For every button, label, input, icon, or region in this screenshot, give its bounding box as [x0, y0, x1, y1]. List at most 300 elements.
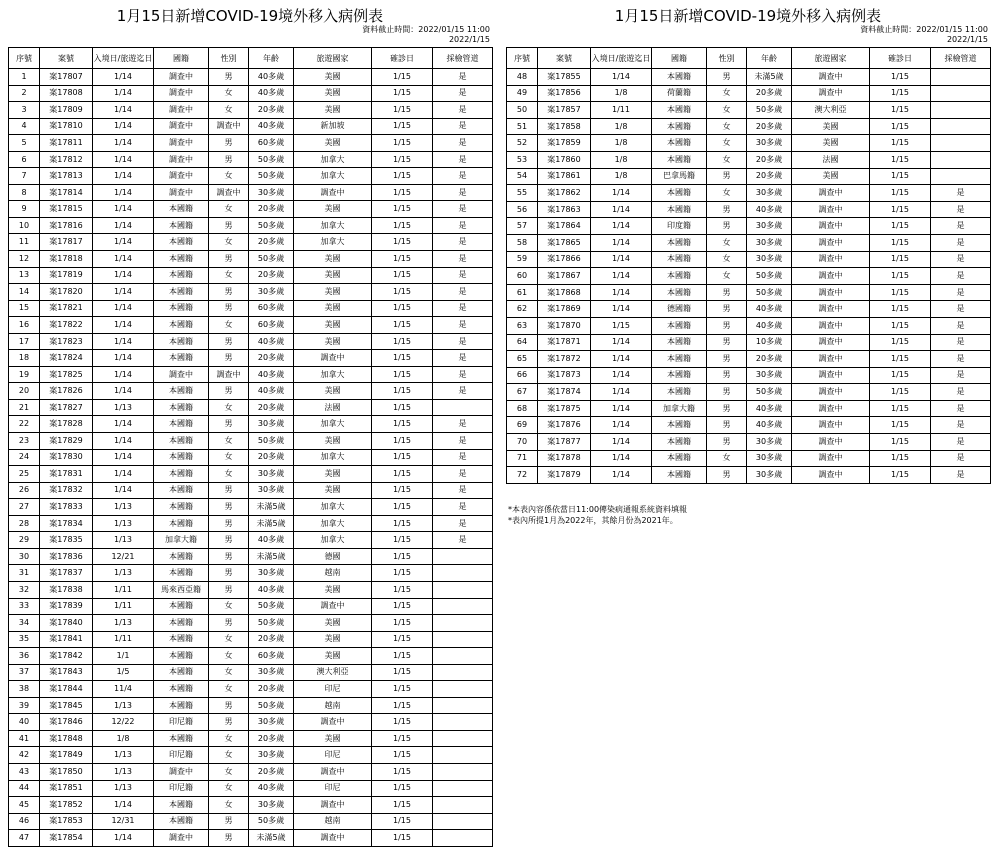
cell-travel-country: 美國	[294, 433, 372, 450]
report-date: 2022/1/15	[946, 35, 988, 44]
cell-nationality: 印尼籍	[154, 780, 209, 797]
cell-case-no: 案17871	[538, 334, 591, 351]
cell-seq: 42	[9, 747, 40, 764]
table-row	[507, 69, 991, 86]
table-row	[9, 797, 493, 814]
cell-case-no: 案17858	[538, 118, 591, 135]
column-header-confirm-date: 確診日	[870, 48, 931, 69]
cell-screening: 是	[433, 482, 493, 499]
table-row	[9, 780, 493, 797]
cell-sex: 男	[209, 69, 249, 86]
cell-entry-date: 1/14	[591, 251, 652, 268]
cell-sex: 男	[209, 515, 249, 532]
cell-age: 50多歲	[249, 217, 294, 234]
cell-entry-date: 1/14	[93, 449, 154, 466]
cell-case-no: 案17833	[40, 499, 93, 516]
cell-confirm-date: 1/15	[372, 763, 433, 780]
cell-travel-country: 加拿大	[294, 217, 372, 234]
cell-nationality: 本國籍	[154, 697, 209, 714]
cell-seq: 32	[9, 581, 40, 598]
cell-seq: 45	[9, 797, 40, 814]
cell-sex: 男	[707, 367, 747, 384]
cell-case-no: 案17810	[40, 118, 93, 135]
cell-travel-country: 調查中	[294, 714, 372, 731]
cell-sex: 男	[707, 384, 747, 401]
cell-age: 40多歲	[249, 780, 294, 797]
cell-case-no: 案17821	[40, 300, 93, 317]
cell-travel-country: 調查中	[792, 185, 870, 202]
cell-screening: 是	[433, 184, 493, 201]
cell-entry-date: 1/8	[591, 85, 652, 102]
cell-entry-date: 1/13	[93, 615, 154, 632]
column-header-case-no: 案號	[538, 48, 591, 69]
cell-age: 50多歲	[249, 251, 294, 268]
column-header-sex: 性別	[707, 48, 747, 69]
footnote: *表內所提1月為2022年，其餘月份為2021年。	[508, 515, 678, 525]
table-row	[9, 300, 493, 317]
cell-travel-country: 美國	[294, 482, 372, 499]
cell-age: 50多歲	[747, 284, 792, 301]
cell-confirm-date: 1/15	[870, 69, 931, 86]
cell-seq: 30	[9, 548, 40, 565]
cell-sex: 男	[209, 151, 249, 168]
cell-confirm-date: 1/15	[372, 565, 433, 582]
cell-screening: 是	[931, 201, 991, 218]
cell-seq: 16	[9, 317, 40, 334]
table-header	[507, 48, 991, 69]
table-row	[507, 185, 991, 202]
cell-travel-country: 加拿大	[294, 234, 372, 251]
cell-seq: 8	[9, 184, 40, 201]
cell-entry-date: 1/14	[93, 333, 154, 350]
cell-travel-country: 澳大利亞	[792, 102, 870, 119]
cell-entry-date: 1/14	[93, 317, 154, 334]
cell-sex: 女	[707, 251, 747, 268]
cell-travel-country: 新加坡	[294, 118, 372, 135]
cell-screening: 是	[433, 515, 493, 532]
cell-sex: 男	[707, 284, 747, 301]
cell-case-no: 案17843	[40, 664, 93, 681]
cell-seq: 48	[507, 69, 538, 86]
cell-seq: 5	[9, 135, 40, 152]
cell-confirm-date: 1/15	[372, 251, 433, 268]
cell-case-no: 案17870	[538, 317, 591, 334]
cell-seq: 41	[9, 730, 40, 747]
cell-sex: 男	[707, 201, 747, 218]
cell-case-no: 案17859	[538, 135, 591, 152]
cell-age: 20多歲	[249, 730, 294, 747]
cell-screening: 是	[433, 168, 493, 185]
cell-seq: 13	[9, 267, 40, 284]
cell-seq: 47	[9, 830, 40, 847]
cell-entry-date: 1/14	[591, 201, 652, 218]
cell-sex: 男	[707, 351, 747, 368]
cell-seq: 20	[9, 383, 40, 400]
cell-sex: 男	[209, 615, 249, 632]
cell-confirm-date: 1/15	[870, 351, 931, 368]
cell-entry-date: 1/14	[591, 218, 652, 235]
cell-confirm-date: 1/15	[372, 102, 433, 119]
cell-screening: 是	[433, 433, 493, 450]
column-header-seq: 序號	[9, 48, 40, 69]
cell-case-no: 案17815	[40, 201, 93, 218]
cell-confirm-date: 1/15	[372, 548, 433, 565]
table-row	[9, 184, 493, 201]
cell-case-no: 案17814	[40, 184, 93, 201]
cell-case-no: 案17841	[40, 631, 93, 648]
cell-screening	[433, 581, 493, 598]
cell-nationality: 本國籍	[154, 234, 209, 251]
cell-seq: 12	[9, 251, 40, 268]
cell-seq: 72	[507, 467, 538, 484]
cell-sex: 女	[209, 449, 249, 466]
cell-nationality: 本國籍	[154, 201, 209, 218]
cell-nationality: 本國籍	[154, 499, 209, 516]
cell-nationality: 本國籍	[652, 135, 707, 152]
cell-nationality: 本國籍	[652, 251, 707, 268]
cell-entry-date: 1/14	[93, 151, 154, 168]
cell-travel-country: 調查中	[792, 400, 870, 417]
cell-sex: 女	[209, 747, 249, 764]
cell-age: 20多歲	[249, 102, 294, 119]
cell-entry-date: 1/14	[591, 234, 652, 251]
cell-age: 30多歲	[747, 135, 792, 152]
cell-screening: 是	[433, 151, 493, 168]
cell-nationality: 調查中	[154, 135, 209, 152]
table-row	[9, 284, 493, 301]
cell-age: 20多歲	[747, 351, 792, 368]
cell-sex: 女	[209, 433, 249, 450]
cell-age: 30多歲	[249, 797, 294, 814]
cell-travel-country: 美國	[294, 85, 372, 102]
cell-screening	[931, 151, 991, 168]
table-row	[9, 317, 493, 334]
cell-sex: 男	[209, 548, 249, 565]
cell-case-no: 案17820	[40, 284, 93, 301]
cell-nationality: 調查中	[154, 763, 209, 780]
cell-travel-country: 調查中	[294, 184, 372, 201]
cell-travel-country: 加拿大	[294, 532, 372, 549]
cell-confirm-date: 1/15	[870, 151, 931, 168]
cell-sex: 女	[209, 317, 249, 334]
cell-travel-country: 美國	[294, 383, 372, 400]
cell-seq: 23	[9, 433, 40, 450]
cell-confirm-date: 1/15	[372, 151, 433, 168]
cell-entry-date: 1/14	[93, 168, 154, 185]
cell-entry-date: 1/14	[93, 482, 154, 499]
cell-sex: 女	[209, 234, 249, 251]
cell-seq: 70	[507, 434, 538, 451]
cell-age: 40多歲	[249, 333, 294, 350]
cell-sex: 男	[209, 416, 249, 433]
cell-nationality: 本國籍	[154, 284, 209, 301]
cell-age: 20多歲	[747, 168, 792, 185]
column-header-travel-country: 旅遊國家	[792, 48, 870, 69]
cell-travel-country: 美國	[294, 466, 372, 483]
cell-nationality: 本國籍	[652, 151, 707, 168]
cell-nationality: 本國籍	[652, 351, 707, 368]
cell-confirm-date: 1/15	[372, 366, 433, 383]
cell-age: 未滿5歲	[747, 69, 792, 86]
cell-nationality: 印尼籍	[154, 714, 209, 731]
cell-confirm-date: 1/15	[870, 317, 931, 334]
table-row	[507, 301, 991, 318]
cell-sex: 女	[707, 118, 747, 135]
cell-age: 40多歲	[747, 400, 792, 417]
cell-nationality: 本國籍	[154, 565, 209, 582]
cell-confirm-date: 1/15	[372, 466, 433, 483]
cell-screening	[931, 85, 991, 102]
cell-seq: 39	[9, 697, 40, 714]
table-row	[9, 135, 493, 152]
cell-screening	[433, 565, 493, 582]
cell-confirm-date: 1/15	[372, 581, 433, 598]
cell-seq: 31	[9, 565, 40, 582]
cell-age: 60多歲	[249, 300, 294, 317]
cell-age: 60多歲	[249, 135, 294, 152]
cell-travel-country: 調查中	[792, 218, 870, 235]
cell-seq: 66	[507, 367, 538, 384]
cell-nationality: 加拿大籍	[154, 532, 209, 549]
cell-nationality: 印度籍	[652, 218, 707, 235]
cell-confirm-date: 1/15	[372, 333, 433, 350]
cell-seq: 62	[507, 301, 538, 318]
cell-age: 20多歲	[249, 267, 294, 284]
cell-nationality: 本國籍	[652, 317, 707, 334]
cell-screening: 是	[433, 69, 493, 86]
cell-seq: 69	[507, 417, 538, 434]
cell-screening: 是	[433, 300, 493, 317]
cell-travel-country: 調查中	[792, 85, 870, 102]
cell-entry-date: 1/13	[93, 399, 154, 416]
cell-sex: 男	[707, 317, 747, 334]
cell-seq: 54	[507, 168, 538, 185]
cell-screening	[433, 813, 493, 830]
cell-nationality: 本國籍	[652, 102, 707, 119]
cell-case-no: 案17819	[40, 267, 93, 284]
cell-sex: 男	[209, 565, 249, 582]
cell-confirm-date: 1/15	[372, 830, 433, 847]
cell-confirm-date: 1/15	[870, 450, 931, 467]
cell-seq: 44	[9, 780, 40, 797]
cell-screening: 是	[931, 384, 991, 401]
cell-sex: 男	[209, 284, 249, 301]
cell-screening	[433, 797, 493, 814]
cell-confirm-date: 1/15	[372, 747, 433, 764]
table-row	[9, 813, 493, 830]
cell-case-no: 案17878	[538, 450, 591, 467]
cell-seq: 40	[9, 714, 40, 731]
cell-age: 40多歲	[249, 85, 294, 102]
cell-confirm-date: 1/15	[372, 482, 433, 499]
cell-travel-country: 越南	[294, 697, 372, 714]
cell-nationality: 本國籍	[652, 434, 707, 451]
cell-travel-country: 法國	[294, 399, 372, 416]
cell-case-no: 案17850	[40, 763, 93, 780]
cell-seq: 67	[507, 384, 538, 401]
cell-travel-country: 美國	[294, 317, 372, 334]
cell-screening: 是	[433, 234, 493, 251]
cell-screening: 是	[433, 416, 493, 433]
cell-age: 40多歲	[747, 417, 792, 434]
cell-case-no: 案17867	[538, 268, 591, 285]
cell-travel-country: 調查中	[792, 201, 870, 218]
cell-sex: 男	[707, 467, 747, 484]
cell-sex: 女	[209, 780, 249, 797]
cell-entry-date: 1/13	[93, 780, 154, 797]
cell-entry-date: 12/21	[93, 548, 154, 565]
table-row	[9, 532, 493, 549]
cell-sex: 男	[209, 217, 249, 234]
cell-nationality: 本國籍	[154, 267, 209, 284]
cell-age: 30多歲	[747, 234, 792, 251]
cell-nationality: 本國籍	[154, 300, 209, 317]
cell-case-no: 案17839	[40, 598, 93, 615]
cell-sex: 男	[209, 830, 249, 847]
cell-screening	[931, 102, 991, 119]
cell-entry-date: 1/5	[93, 664, 154, 681]
cell-travel-country: 美國	[294, 333, 372, 350]
cell-travel-country: 印尼	[294, 780, 372, 797]
cell-entry-date: 1/14	[591, 417, 652, 434]
cell-case-no: 案17865	[538, 234, 591, 251]
cell-seq: 50	[507, 102, 538, 119]
cell-confirm-date: 1/15	[870, 467, 931, 484]
table-row	[9, 515, 493, 532]
cell-confirm-date: 1/15	[372, 217, 433, 234]
cell-case-no: 案17817	[40, 234, 93, 251]
cell-travel-country: 美國	[294, 251, 372, 268]
cell-confirm-date: 1/15	[870, 301, 931, 318]
cell-age: 30多歲	[249, 482, 294, 499]
cell-nationality: 調查中	[154, 118, 209, 135]
cell-entry-date: 1/14	[93, 284, 154, 301]
table-row	[9, 201, 493, 218]
cell-sex: 男	[209, 350, 249, 367]
cell-screening: 是	[433, 466, 493, 483]
cell-travel-country: 加拿大	[294, 499, 372, 516]
cell-entry-date: 1/14	[591, 351, 652, 368]
cell-sex: 男	[707, 334, 747, 351]
cell-travel-country: 加拿大	[294, 449, 372, 466]
cell-screening: 是	[433, 532, 493, 549]
cell-screening: 是	[433, 201, 493, 218]
cell-travel-country: 加拿大	[294, 151, 372, 168]
cell-sex: 男	[707, 168, 747, 185]
cell-confirm-date: 1/15	[372, 433, 433, 450]
cell-travel-country: 加拿大	[294, 168, 372, 185]
cell-nationality: 印尼籍	[154, 747, 209, 764]
cell-nationality: 本國籍	[154, 648, 209, 665]
cell-confirm-date: 1/15	[372, 631, 433, 648]
cell-travel-country: 法國	[792, 151, 870, 168]
cell-travel-country: 調查中	[294, 797, 372, 814]
cell-sex: 調查中	[209, 366, 249, 383]
cell-nationality: 本國籍	[154, 466, 209, 483]
cell-nationality: 調查中	[154, 85, 209, 102]
cell-confirm-date: 1/15	[372, 813, 433, 830]
table-row	[9, 416, 493, 433]
cell-screening: 是	[433, 284, 493, 301]
cell-confirm-date: 1/15	[870, 234, 931, 251]
cell-sex: 男	[707, 400, 747, 417]
cell-nationality: 本國籍	[154, 399, 209, 416]
cell-seq: 10	[9, 217, 40, 234]
cell-entry-date: 1/14	[93, 300, 154, 317]
cell-case-no: 案17863	[538, 201, 591, 218]
cell-age: 30多歲	[747, 251, 792, 268]
cell-confirm-date: 1/15	[372, 168, 433, 185]
cell-travel-country: 調查中	[792, 450, 870, 467]
cell-age: 50多歲	[747, 384, 792, 401]
cell-case-no: 案17844	[40, 681, 93, 698]
cell-age: 50多歲	[249, 598, 294, 615]
cell-sex: 女	[209, 730, 249, 747]
cell-case-no: 案17827	[40, 399, 93, 416]
cell-sex: 女	[209, 664, 249, 681]
cell-confirm-date: 1/15	[372, 714, 433, 731]
cell-screening: 是	[931, 218, 991, 235]
cell-age: 30多歲	[249, 565, 294, 582]
cell-travel-country: 調查中	[792, 69, 870, 86]
cell-case-no: 案17868	[538, 284, 591, 301]
cell-sex: 男	[209, 383, 249, 400]
cell-seq: 1	[9, 69, 40, 86]
cell-confirm-date: 1/15	[372, 615, 433, 632]
cell-seq: 55	[507, 185, 538, 202]
column-header-entry-date: 入境日/旅遊迄日	[591, 48, 652, 69]
cell-seq: 65	[507, 351, 538, 368]
cell-confirm-date: 1/15	[870, 284, 931, 301]
column-header-case-no: 案號	[40, 48, 93, 69]
table-row	[9, 499, 493, 516]
column-header-age: 年齡	[747, 48, 792, 69]
cell-nationality: 本國籍	[154, 217, 209, 234]
cell-travel-country: 調查中	[792, 417, 870, 434]
cell-entry-date: 1/14	[93, 85, 154, 102]
cell-nationality: 調查中	[154, 168, 209, 185]
cell-seq: 14	[9, 284, 40, 301]
cell-screening: 是	[433, 317, 493, 334]
cell-screening: 是	[931, 351, 991, 368]
cell-sex: 調查中	[209, 118, 249, 135]
cell-case-no: 案17852	[40, 797, 93, 814]
table-row	[9, 151, 493, 168]
cell-travel-country: 調查中	[792, 317, 870, 334]
cell-entry-date: 1/14	[591, 334, 652, 351]
cell-age: 20多歲	[249, 201, 294, 218]
cell-age: 50多歲	[249, 433, 294, 450]
table-row	[9, 433, 493, 450]
cell-sex: 女	[707, 151, 747, 168]
cell-sex: 女	[209, 681, 249, 698]
cell-nationality: 本國籍	[154, 449, 209, 466]
cell-seq: 33	[9, 598, 40, 615]
table-row	[9, 234, 493, 251]
cell-nationality: 本國籍	[652, 450, 707, 467]
cell-case-no: 案17854	[40, 830, 93, 847]
table-row	[507, 118, 991, 135]
table-row	[9, 366, 493, 383]
cell-nationality: 調查中	[154, 184, 209, 201]
cell-seq: 58	[507, 234, 538, 251]
table-row	[507, 450, 991, 467]
footnote: *本表內容係依當日11:00傳染病通報系統資料填報	[508, 504, 688, 514]
cell-sex: 女	[209, 598, 249, 615]
table-row	[9, 466, 493, 483]
cell-nationality: 本國籍	[652, 284, 707, 301]
cell-nationality: 本國籍	[652, 268, 707, 285]
